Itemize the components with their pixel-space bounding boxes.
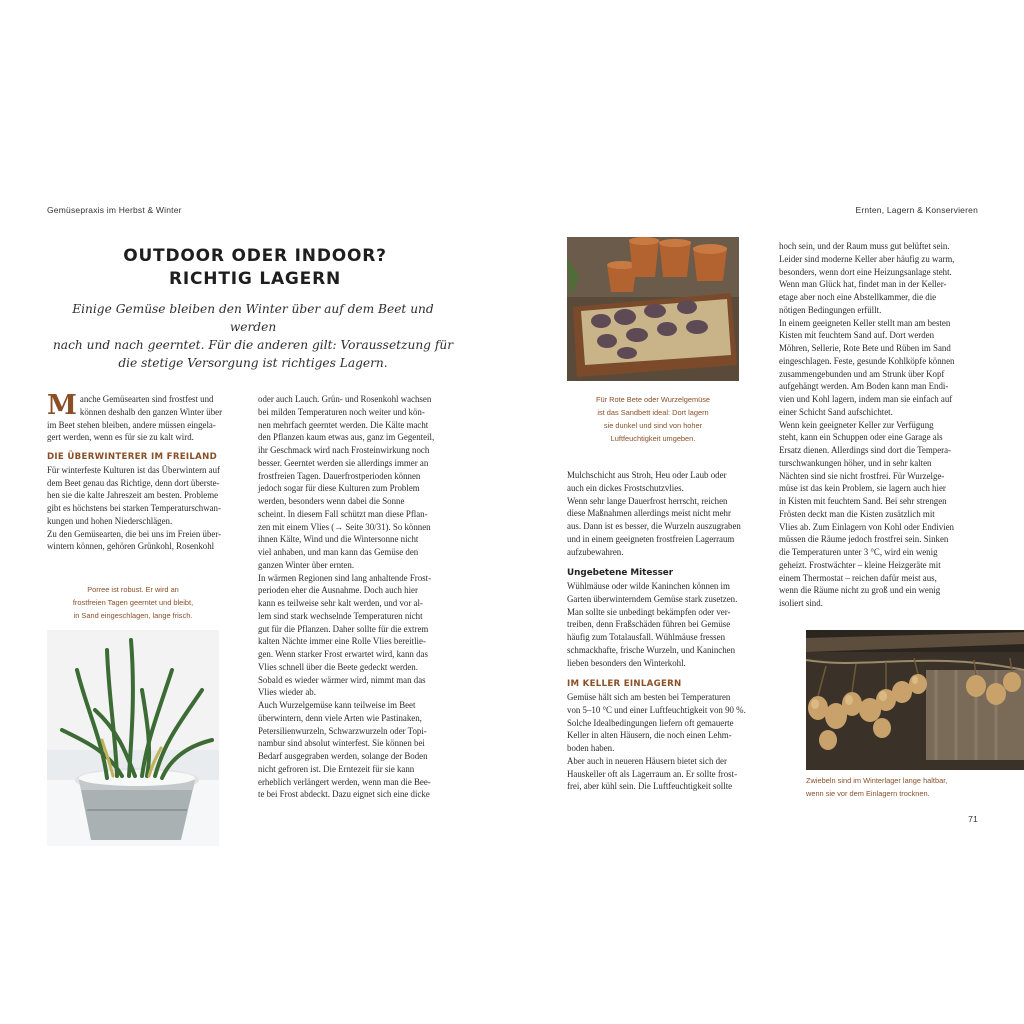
intro-paragraph bbox=[47, 390, 247, 444]
lead-line-3: die stetige Versorgung ist richtiges Lagern. bbox=[118, 356, 388, 370]
body-line: ihr Geschmack wird nach Frosteinwirkung noch bbox=[258, 445, 430, 455]
body-line: te bei Frost abdeckt. Dazu eignet sich eine dicke bbox=[258, 789, 430, 800]
subhead-keller: IM KELLER EINLAGERN bbox=[567, 679, 682, 690]
body-line: häufig zum Totalausfall. Wühlmäuse fressen bbox=[567, 632, 726, 642]
body-line: lieben besonders den Winterkohl. bbox=[567, 657, 686, 668]
caption-line: Zwiebeln sind im Winterlager lange haltbar, bbox=[806, 776, 948, 785]
body-line: und in einem geeigneten frostfreien Lagerraum bbox=[567, 533, 735, 544]
body-line: Man sollte sie unbedingt bekämpfen oder ver- bbox=[567, 606, 731, 617]
body-line: eingeschlagen. Feste, gesunde Kohlköpfe können bbox=[779, 355, 955, 366]
body-line: perioden eher die Ausnahme. Doch auch hier bbox=[258, 585, 418, 596]
body-line: frei, aber kühl sein. Die Luftfeuchtigkeit sollte bbox=[567, 781, 733, 792]
body-line: von 5–10 °C und einer Luftfeuchtigkeit von 90 %. bbox=[567, 704, 746, 715]
photo-onions bbox=[806, 630, 1024, 770]
body-line: Aber auch in neueren Häusern bietet sich der bbox=[567, 755, 727, 766]
body-line: zusammengebunden und am Strunk über Kopf bbox=[779, 368, 945, 379]
body-line: Vlies wieder ab. bbox=[258, 687, 316, 698]
body-line: ihnen Kälte, Wind und die Wintersonne nicht bbox=[258, 534, 419, 545]
body-line: jedoch sogar für diese Kulturen zum Problem bbox=[258, 483, 420, 494]
body-line: nötigen Bedingungen erfüllt. bbox=[779, 304, 882, 315]
body-line: In einem geeigneten Keller stellt man am besten bbox=[779, 317, 951, 328]
body-line: Auch Wurzelgemüse kann teilweise im Beet bbox=[258, 700, 416, 710]
caption-line: ist das Sandbett ideal: Dort lagern bbox=[597, 408, 709, 417]
caption-line: frostfreien Tagen geerntet und bleibt, bbox=[72, 598, 194, 607]
body-line: kalten Nächte immer eine Rolle Vlies bereitlie- bbox=[258, 636, 426, 647]
body-line: In wärmen Regionen sind lang anhaltende Frost- bbox=[258, 572, 432, 583]
body-line: Gemüse hält sich am besten bei Temperaturen bbox=[567, 692, 731, 702]
body-lines bbox=[47, 464, 247, 553]
body-line: Wenn kein geeigneter Keller zur Verfügung bbox=[779, 419, 934, 430]
body-line: Für winterfeste Kulturen ist das Überwintern auf bbox=[47, 464, 221, 475]
intro-line: im Beet stehen bleiben, andere müssen eingela- bbox=[47, 419, 216, 430]
body-line: turschwankungen höher, und in sehr kalten bbox=[779, 457, 932, 468]
intro-line: können deshalb den ganzen Winter über bbox=[79, 406, 223, 417]
body-line: Garten überwinterndem Gemüse stark zusetzen. bbox=[567, 593, 738, 604]
intro-line: anche Gemüsearten sind frostfest und bbox=[79, 394, 214, 404]
body-line: frostfreien Tagen. Dauerfrostperioden können bbox=[258, 470, 421, 481]
body-line: vien und Kohl lagern, indem man sie einfach auf bbox=[779, 394, 953, 404]
body-line: ganzen Winter über ernten. bbox=[258, 559, 355, 570]
body-line: Leider sind moderne Keller aber häufig zu warm, bbox=[779, 253, 955, 264]
body-line: treiben, denn Fraßschäden führen bei Gemüse bbox=[567, 619, 731, 630]
body-line: geheizt. Frostwächter – kleine Heizgeräte mit bbox=[779, 559, 941, 570]
caption-line: Für Rote Bete oder Wurzelgemüse bbox=[595, 395, 711, 404]
body-line: gen. Wenn starker Frost erwartet wird, kann das bbox=[258, 649, 428, 659]
subhead-mitesser: Ungebetene Mitesser bbox=[567, 568, 674, 579]
body-line: hen sie die kalte Jahreszeit am besten. Probleme bbox=[47, 490, 219, 501]
body-line: kungen und hohen Niederschlägen. bbox=[47, 515, 173, 526]
body-line: scheint. In diesem Fall schützt man diese Pflan- bbox=[258, 508, 428, 519]
page-title bbox=[60, 245, 450, 291]
body-line: müse ist das kein Problem, sie lagern auch hier bbox=[779, 483, 946, 494]
caption-line: Porree ist robust. Er wird an bbox=[87, 585, 179, 594]
body-line: lem sind stark wechselnde Temperaturen nicht bbox=[258, 610, 423, 621]
lead-line-1: Einige Gemüse bleiben den Winter über auf dem Beet und werden bbox=[72, 302, 434, 334]
lead-paragraph bbox=[48, 300, 458, 372]
body-line: Ersatz dienen. Allerdings sind dort die Tempera- bbox=[779, 445, 951, 455]
running-head-left: Gemüsepraxis im Herbst & Winter bbox=[47, 205, 182, 215]
body-line: Petersilienwurzeln, Schwarzwurzeln oder Topi- bbox=[258, 725, 427, 736]
body-line: isoliert sind. bbox=[779, 598, 823, 608]
body-line: Wühlmäuse oder wilde Kaninchen können im bbox=[567, 581, 730, 591]
caption-line: Luftfeuchtigkeit umgeben. bbox=[610, 434, 696, 443]
body-line: boden haben. bbox=[567, 743, 615, 753]
body-line: Sobald es wieder wärmer wird, nimmt man das bbox=[258, 674, 426, 685]
body-line: Vlies ab. Zum Einlagern von Kohl oder Endivien bbox=[779, 521, 954, 532]
lead-line-2: nach und nach geerntet. Für die anderen gilt: Voraussetzung für bbox=[52, 338, 454, 352]
caption-sand-crate bbox=[567, 393, 739, 445]
body-line: Solche Idealbedingungen liefern oft gemauerte bbox=[567, 717, 734, 728]
body-line: nicht gefroren ist. Die Erntezeit für sie kann bbox=[258, 763, 415, 774]
body-line: aufzubewahren. bbox=[567, 546, 624, 557]
body-line: dem Beet genau das Richtige, denn dort überste- bbox=[47, 477, 220, 488]
caption-onions bbox=[806, 774, 1024, 800]
photo-leek-bucket bbox=[47, 630, 219, 846]
body-line: müssen die Räume jedoch frostfrei sein. Sinken bbox=[779, 534, 949, 545]
body-line: viel anhaben, und man kann das Gemüse den bbox=[258, 547, 419, 557]
caption-line: in Sand eingeschlagen, lange frisch. bbox=[73, 611, 193, 620]
body-line: Hauskeller oft als Lagerraum an. Er sollte frost- bbox=[567, 768, 738, 779]
column-1 bbox=[47, 390, 247, 553]
body-line: einer Schicht Sand aufschichtet. bbox=[779, 406, 893, 417]
body-line: Nächten sind sie nicht frostfrei. Für Wurzelge- bbox=[779, 470, 945, 481]
body-line: Möhren, Sellerie, Rote Bete und Rüben im Sand bbox=[779, 343, 951, 353]
body-line: kann es teilweise sehr kalt werden, und vor al- bbox=[258, 598, 423, 608]
body-line: aufgehängt werden. Am Boden kann man Endi- bbox=[779, 381, 949, 392]
body-line: auch ein dickes Frostschutzvlies. bbox=[567, 482, 684, 493]
body-line: Wenn sehr lange Dauerfrost herrscht, reichen bbox=[567, 495, 728, 506]
body-line: steht, kann ein Schuppen oder eine Garage als bbox=[779, 432, 943, 443]
body-line: oder auch Lauch. Grün- und Rosenkohl wachsen bbox=[258, 394, 432, 404]
body-line: aus. Dann ist es besser, die Wurzeln auszugraben bbox=[567, 521, 741, 531]
body-line: gut für die Pflanzen. Daher sollte für die extrem bbox=[258, 623, 429, 634]
column-3 bbox=[567, 469, 769, 793]
body-line: Mulchschicht aus Stroh, Heu oder Laub oder bbox=[567, 470, 727, 480]
body-line: schmackhafte, frische Wurzeln, und Kaninchen bbox=[567, 644, 736, 655]
body-line: Frösten deckt man die Kisten zusätzlich mit bbox=[779, 508, 935, 519]
body-line: werden, besonders wenn dabei die Sonne bbox=[258, 496, 405, 506]
caption-line: wenn sie vor dem Einlagern trocknen. bbox=[806, 789, 930, 798]
body-line: wintern können, gehören Grünkohl, Rosenkohl bbox=[47, 541, 215, 552]
page-number: 71 bbox=[968, 814, 978, 824]
body-line: nen mehrfach geerntet werden. Die Kälte macht bbox=[258, 419, 429, 430]
drop-cap: M bbox=[47, 390, 77, 421]
body-line: Bedarf ausgegraben werden, solange der Boden bbox=[258, 751, 428, 761]
body-line: wenn die Räume nicht zu groß und ein wenig bbox=[779, 585, 941, 596]
body-line: Wenn man Glück hat, findet man in der Keller- bbox=[779, 279, 947, 290]
column-4 bbox=[779, 240, 984, 610]
body-line: Keller in alten Häusern, die noch einen Lehm- bbox=[567, 730, 732, 741]
body-line: gibt es höchstens bei starken Temperaturschwan- bbox=[47, 503, 221, 513]
photo-sand-crate bbox=[567, 237, 739, 381]
body-line: den Pflanzen kaum etwas aus, ganz im Gegenteil, bbox=[258, 432, 435, 443]
body-line: zen mit einem Vlies (→ Seite 30/31). So können bbox=[258, 521, 431, 532]
body-line: einem Thermostat – reichen dafür meist aus, bbox=[779, 572, 937, 583]
body-line: bei milden Temperaturen noch weiter und kön- bbox=[258, 406, 425, 417]
running-head-right: Ernten, Lagern & Konservieren bbox=[855, 205, 978, 215]
body-line: etage aber noch eine Abstellkammer, die die bbox=[779, 292, 937, 302]
title-line-2: RICHTIG LAGERN bbox=[169, 269, 341, 289]
body-line: diese Maßnahmen allerdings meist nicht mehr bbox=[567, 508, 731, 519]
caption-leek bbox=[47, 583, 219, 622]
intro-line: gert werden, wenn es für sie zu kalt wird. bbox=[47, 432, 194, 443]
body-line: überwintern, denn viele Arten wie Pastinaken, bbox=[258, 712, 422, 723]
body-line: besser. Geerntet werden sie allerdings immer an bbox=[258, 457, 429, 468]
body-line: Vlies schnell über die Beete gedeckt werden. bbox=[258, 661, 418, 672]
body-line: Kisten mit feuchtem Sand auf. Dort werden bbox=[779, 330, 935, 341]
body-line: erheblich verlängert werden, wenn man die Bee- bbox=[258, 776, 431, 787]
caption-line: sie dunkel und sind von hoher bbox=[603, 421, 703, 430]
body-line: besonders, wenn dort eine Heizungsanlage steht. bbox=[779, 266, 952, 277]
body-line: in Kisten mit feuchtem Sand. Bei sehr strengen bbox=[779, 496, 947, 506]
body-line: hoch sein, und der Raum muss gut belüftet sein. bbox=[779, 241, 950, 251]
body-line: die Temperaturen unter 3 °C, wird ein wenig bbox=[779, 547, 938, 557]
body-line: nambur sind absolut winterfest. Sie können bei bbox=[258, 738, 425, 749]
title-line-1: OUTDOOR ODER INDOOR? bbox=[123, 246, 387, 266]
subhead-ueberwinterer: DIE ÜBERWINTERER IM FREILAND bbox=[47, 452, 218, 462]
column-2 bbox=[258, 393, 458, 801]
body-line: Zu den Gemüsearten, die bei uns im Freien über- bbox=[47, 528, 222, 539]
